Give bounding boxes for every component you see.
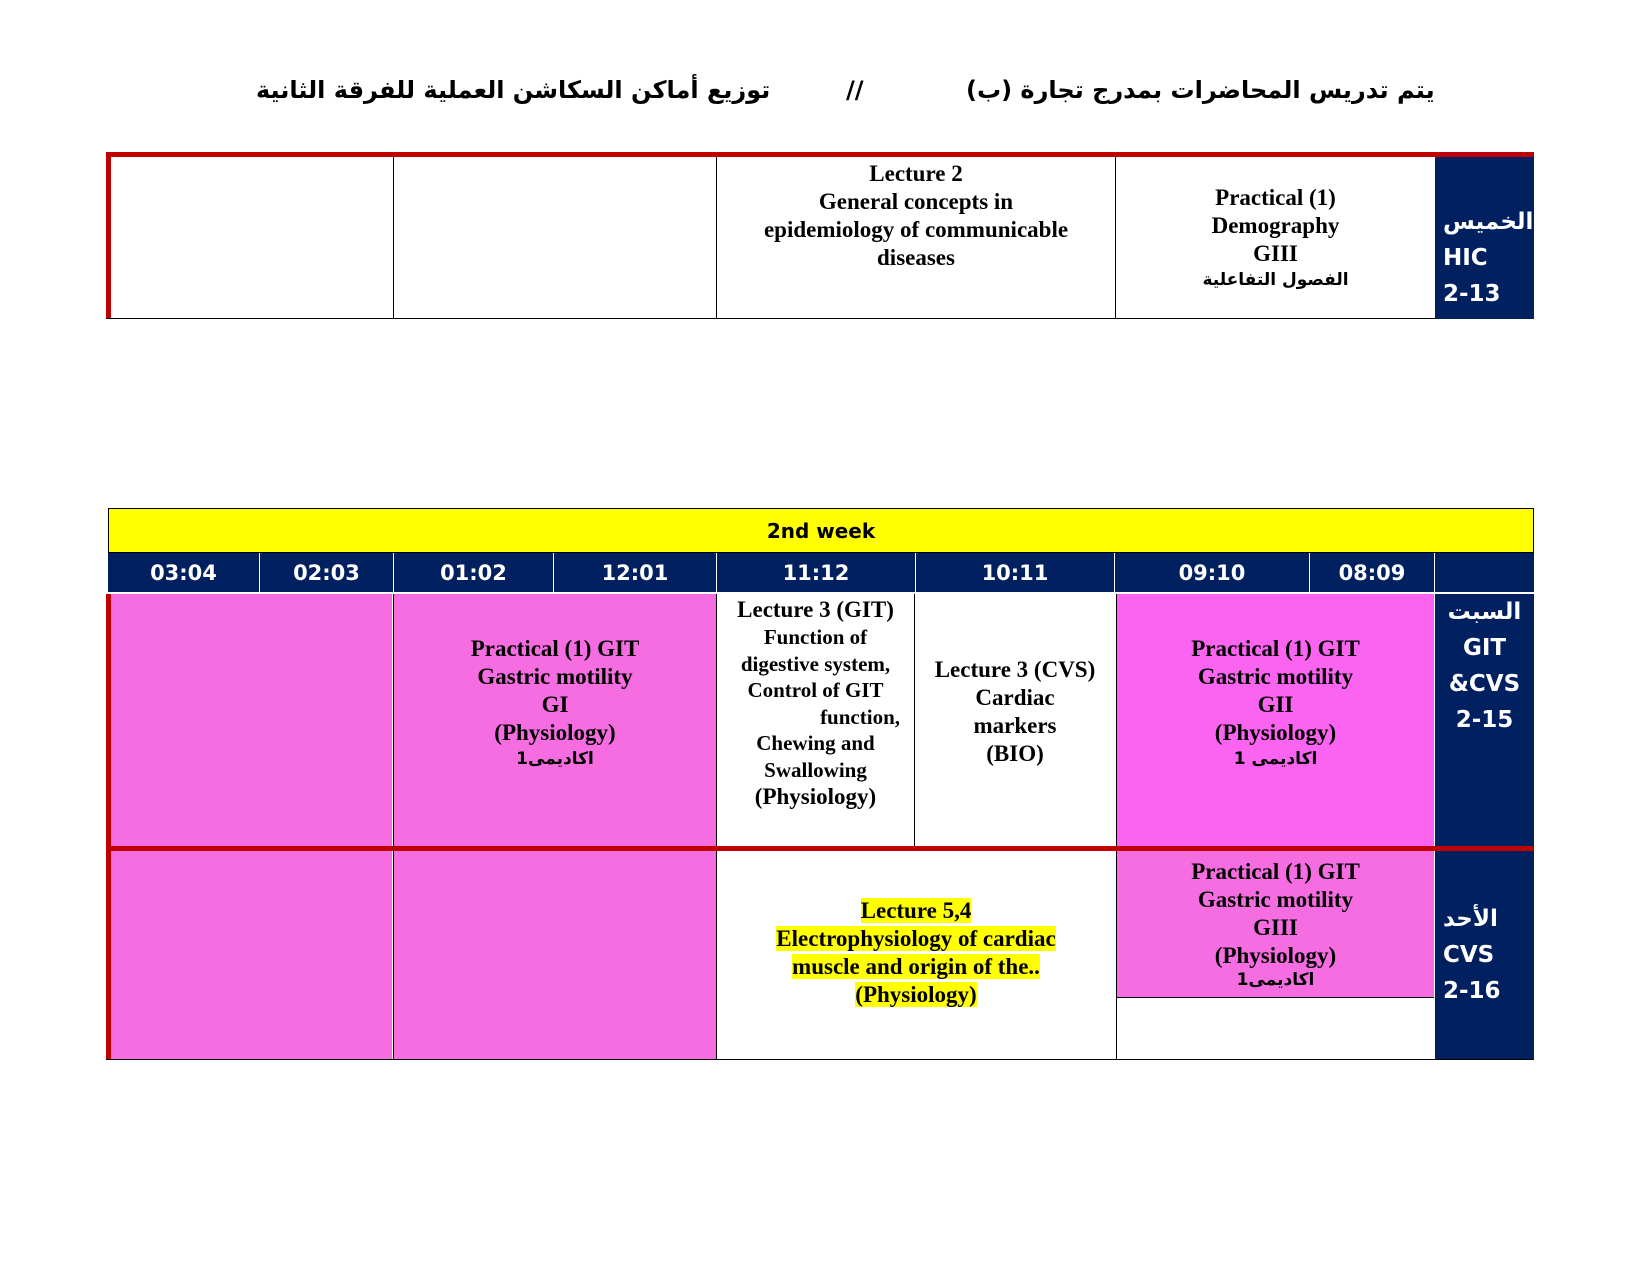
cell-line: General concepts in — [818, 189, 1014, 214]
time-header-08-09: 08:09 — [1310, 553, 1434, 592]
cell-line: digestive system, — [740, 651, 891, 676]
day-name: الأحد — [1443, 906, 1498, 932]
col-divider — [393, 157, 394, 319]
cell-line: (Physiology) — [1214, 720, 1337, 745]
cell-line: Cardiac — [975, 685, 1055, 710]
cell-line: muscle and origin of the.. — [792, 954, 1040, 979]
time-header-01-02: 01:02 — [394, 553, 553, 592]
cell-line: (Physiology) — [1214, 943, 1337, 968]
header-right-text: يتم تدريس المحاضرات بمدرج تجارة (ب) — [966, 76, 1435, 104]
col-divider — [393, 594, 394, 846]
cell-line: Practical (1) GIT — [470, 636, 640, 661]
day-name: السبت — [1447, 599, 1522, 625]
cell-line: (Physiology) — [494, 720, 616, 745]
thursday-day-cell — [1435, 157, 1534, 319]
col-divider — [716, 851, 717, 1060]
cell-line: Practical (1) GIT — [1191, 859, 1360, 884]
cell-line: markers — [973, 713, 1057, 738]
day-code: GIT — [1462, 635, 1507, 661]
day-code: HIC — [1443, 245, 1488, 271]
cell-line: GIII — [1253, 240, 1298, 266]
col-divider — [914, 594, 915, 846]
red-left-border — [106, 851, 111, 1060]
cell-divider — [1116, 997, 1434, 998]
thursday-lecture-cell — [717, 157, 1115, 277]
header-left-text: توزيع أماكن السكاشن العملية للفرقة الثانية — [256, 76, 771, 104]
cell-line: function, — [820, 704, 900, 729]
day-date: 2-15 — [1455, 707, 1514, 733]
day-code: &CVS — [1448, 671, 1521, 697]
time-header-09-10: 09:10 — [1115, 553, 1309, 592]
cell-line: Gastric motility — [1197, 887, 1354, 912]
day-code: CVS — [1443, 942, 1495, 968]
cell-line: Electrophysiology of cardiac — [776, 926, 1056, 951]
red-left-border — [106, 152, 111, 319]
sunday-lecture-cell — [717, 851, 1115, 1059]
week-title-bar: 2nd week — [108, 508, 1534, 553]
cell-line: Lecture 2 — [869, 161, 963, 186]
col-divider — [393, 851, 394, 1060]
col-divider — [1116, 594, 1117, 846]
room-label: اكاديمى 1 — [1233, 749, 1318, 769]
cell-line: Demography — [1211, 212, 1340, 238]
time-header-empty — [1435, 553, 1534, 592]
cell-line: Practical (1) GIT — [1191, 636, 1360, 661]
cell-line: GI — [541, 692, 569, 717]
cell-line: Control of GIT — [747, 678, 884, 702]
cell-line: Gastric motility — [1197, 664, 1354, 689]
time-header-11-12: 11:12 — [717, 553, 915, 592]
cell-line: diseases — [877, 245, 955, 270]
time-header-12-01: 12:01 — [554, 553, 716, 592]
saturday-empty-pink-cell — [110, 594, 392, 846]
saturday-practical-gii-cell — [1117, 594, 1434, 846]
cell-line: (Physiology) — [754, 784, 877, 809]
room-label: اكاديمى1 — [516, 749, 594, 769]
red-left-border — [106, 594, 111, 846]
cell-line: Practical (1) — [1215, 184, 1336, 210]
cell-line: Lecture 3 (GIT) — [737, 597, 894, 622]
saturday-practical-gi-cell — [394, 594, 716, 846]
col-divider — [1116, 851, 1117, 1060]
cell-line: GIII — [1253, 915, 1298, 940]
table-bottom-border — [106, 1059, 1534, 1060]
day-name: الخميس — [1443, 209, 1534, 235]
cell-line: Gastric motility — [477, 664, 633, 689]
cell-line: Swallowing — [764, 757, 867, 782]
cell-line: (BIO) — [986, 741, 1044, 766]
saturday-lecture-git-cell — [717, 594, 914, 846]
sunday-empty-pink-cell — [110, 851, 392, 1059]
sunday-day-cell — [1435, 851, 1534, 1060]
header-separator: // — [846, 76, 864, 104]
cell-line: Chewing and — [756, 731, 875, 755]
cell-line: Function of — [763, 625, 868, 649]
cell-line: epidemiology of communicable — [763, 217, 1069, 242]
thursday-practical-cell — [1116, 157, 1435, 318]
cell-line: Lecture 5,4 — [860, 898, 972, 923]
cell-line: (Physiology) — [855, 982, 977, 1007]
col-divider — [716, 594, 717, 846]
saturday-lecture-cvs-cell — [915, 594, 1115, 846]
room-label: الفصول التفاعلية — [1202, 269, 1349, 290]
saturday-day-cell — [1435, 594, 1534, 846]
cell-line: GII — [1257, 692, 1294, 717]
sunday-practical-cell — [1117, 851, 1434, 997]
time-header-03-04: 03:04 — [108, 553, 259, 592]
row-bottom-border — [106, 318, 1534, 319]
room-label: اكاديمى1 — [1236, 970, 1315, 990]
cell-line: Lecture 3 (CVS) — [934, 657, 1096, 682]
day-date: 2-16 — [1443, 978, 1501, 1004]
day-date: 2-13 — [1443, 281, 1501, 307]
time-header-02-03: 02:03 — [260, 553, 393, 592]
time-header-10-11: 10:11 — [916, 553, 1114, 592]
sunday-empty-pink-cell — [394, 851, 716, 1059]
